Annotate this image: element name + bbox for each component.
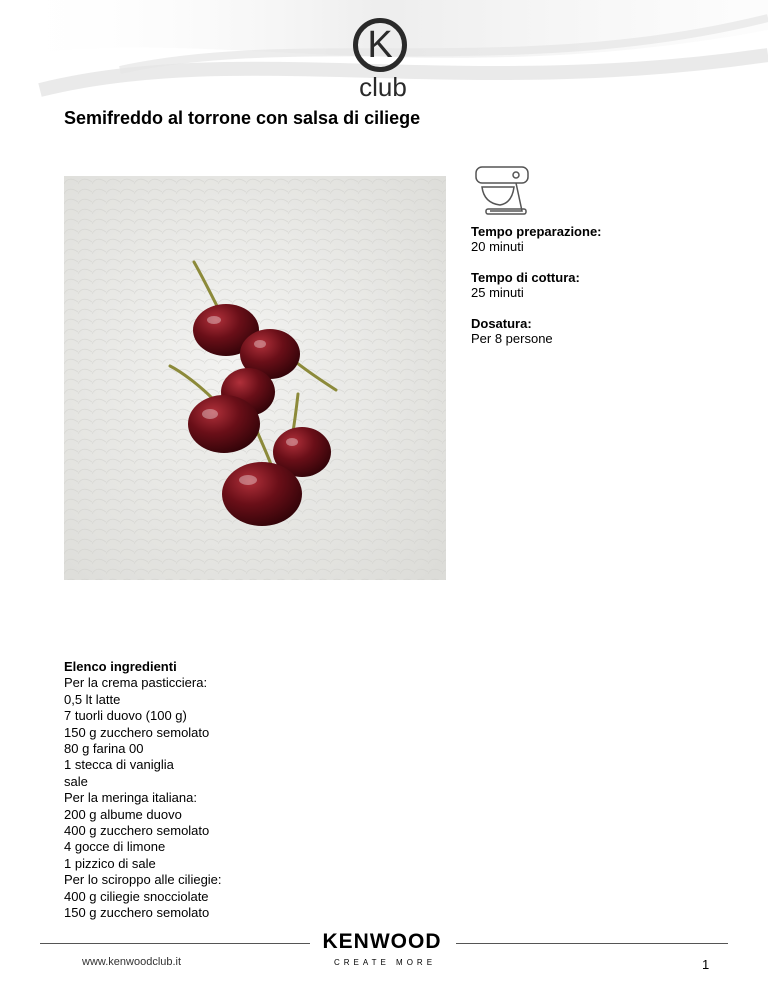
prep-time-label: Tempo preparazione: (471, 224, 602, 239)
ingredient-line: Per la crema pasticciera: (64, 675, 208, 691)
logo-word: club (359, 72, 407, 102)
prep-time-value: 20 minuti (471, 239, 524, 254)
servings-value: Per 8 persone (471, 331, 553, 346)
ingredient-line: 1 pizzico di sale (64, 855, 156, 871)
ingredient-line: 7 tuorli duovo (100 g) (64, 708, 187, 724)
ingredient-line: sale (64, 773, 88, 789)
brand-name: KENWOOD (322, 930, 442, 953)
footer-rule-left (40, 943, 310, 944)
cook-time-value: 25 minuti (471, 285, 524, 300)
stand-mixer-icon (472, 157, 536, 217)
prep-time (471, 224, 602, 254)
cook-time (471, 270, 580, 300)
footer-rule-right (456, 943, 728, 944)
website-link[interactable]: www.kenwoodclub.it (82, 956, 182, 968)
page-number: 1 (702, 957, 710, 972)
ingredients-heading: Elenco ingredienti (64, 659, 177, 674)
ingredient-line: 200 g albume duovo (64, 806, 182, 822)
ingredient-line: 150 g zucchero semolato (64, 724, 210, 740)
servings (471, 316, 553, 346)
cherries-photo (64, 176, 446, 580)
servings-label: Dosatura: (471, 316, 532, 331)
ingredients-list (64, 659, 222, 922)
recipe-title: Semifreddo al torrone con salsa di ciliege (64, 108, 421, 128)
ingredient-line: 1 stecca di vaniglia (64, 757, 174, 773)
k-circle-icon (353, 18, 407, 72)
kenwood-logo (318, 931, 446, 967)
ingredient-line: 400 g zucchero semolato (64, 823, 210, 839)
logo-letter: K (367, 24, 393, 66)
cook-time-label: Tempo di cottura: (471, 270, 580, 285)
ingredient-line: 150 g zucchero semolato (64, 905, 210, 921)
ingredient-line: 0,5 lt latte (64, 691, 121, 707)
ingredient-line: 400 g ciliegie snocciolate (64, 888, 209, 904)
ingredient-line: 80 g farina 00 (64, 741, 144, 757)
ingredient-line: 4 gocce di limone (64, 839, 166, 855)
brand-tagline: CREATE MORE (333, 958, 437, 967)
ingredient-line: Per la meringa italiana: (64, 790, 197, 806)
kclub-logo (350, 18, 416, 104)
ingredient-line: Per lo sciroppo alle ciliegie: (64, 872, 222, 888)
